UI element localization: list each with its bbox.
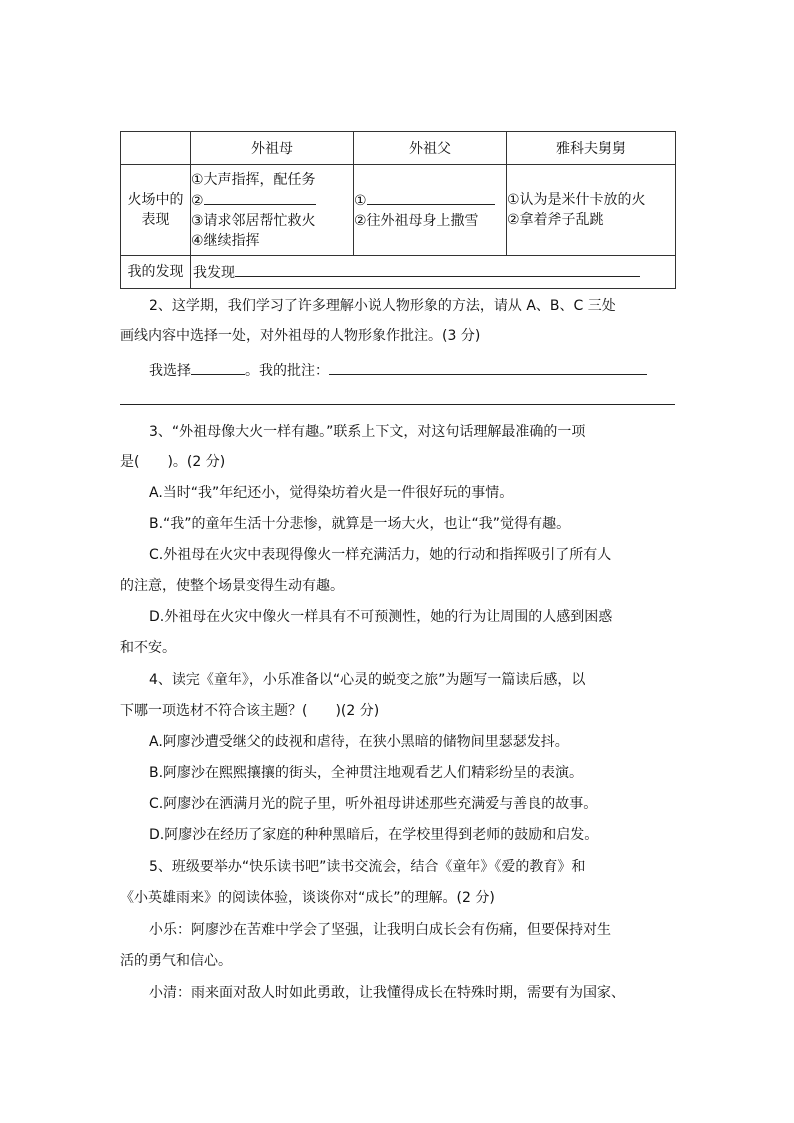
uncle-cell: ①认为是米什卡放的火 ②拿着斧子乱跳: [507, 165, 676, 256]
q2-line1: 2、这学期，我们学习了许多理解小说人物形象的方法，请从 A、B、C 三处: [149, 298, 616, 314]
grandmother-cell: ①大声指挥，配任务 ② ③请求邻居帮忙救火 ④继续指挥: [191, 165, 354, 256]
q4-option-b: B.阿廖沙在熙熙攘攘的街头，全神贯注地观看艺人们精彩纷呈的表演。: [149, 765, 584, 781]
finding-cell[interactable]: 我发现: [191, 256, 676, 289]
header-grandfather: 外祖父: [354, 132, 507, 165]
table-header-row: [121, 132, 676, 165]
q4-option-d: D.阿廖沙在经历了家庭的种种黑暗后，在学校里得到老师的鼓励和启发。: [149, 827, 599, 843]
header-uncle: 雅科夫舅舅: [507, 132, 676, 165]
q5-xiaole-line2: 活的勇气和信心。: [120, 953, 232, 969]
q3-line2: 是( )。(2 分): [120, 454, 226, 470]
table-row-finding: [121, 256, 676, 289]
q3-option-d-line1: D.外祖母在火灾中像火一样具有不可预测性，她的行为让周围的人感到困惑: [149, 609, 613, 625]
q5-line2: 《小英雄雨来》的阅读体验，谈谈你对“成长”的理解。(2 分): [120, 890, 495, 906]
q3-option-a: A.当时“我”年纪还小，觉得染坊着火是一件很好玩的事情。: [149, 485, 514, 501]
q3-option-c-line2: 的注意，使整个场景变得生动有趣。: [120, 578, 344, 594]
row-label-fire: 火场中的 表现: [121, 165, 191, 256]
q5-xiaole-line1: 小乐：阿廖沙在苦难中学会了坚强，让我明白成长会有伤痛，但要保持对生: [149, 922, 611, 938]
grandfather-blank-line[interactable]: ①: [354, 190, 506, 211]
q3-option-d-line2: 和不安。: [120, 640, 176, 656]
q2-answer-line: 我选择 。我的批注：: [149, 360, 675, 381]
table-row-fire: [121, 165, 676, 256]
q3-option-c-line1: C.外祖母在火灾中表现得像火一样充满活力，她的行动和指挥吸引了所有人: [149, 547, 612, 563]
q5-xiaoqing-line1: 小清：雨来面对敌人时如此勇敢，让我懂得成长在特殊时期，需要有为国家、: [149, 985, 625, 1001]
q2-choice-blank[interactable]: [191, 360, 245, 375]
finding-answer-line[interactable]: [235, 262, 640, 277]
header-empty-cell: [121, 132, 191, 165]
q4-option-a: A.阿廖沙遭受继父的歧视和虐待，在狭小黑暗的储物间里瑟瑟发抖。: [149, 734, 569, 750]
q2-line2: 画线内容中选择一处，对外祖母的人物形象作批注。(3 分): [120, 328, 481, 344]
header-grandmother: 外祖母: [191, 132, 354, 165]
q4-option-c: C.阿廖沙在洒满月光的院子里，听外祖母讲述那些充满爱与善良的故事。: [149, 796, 598, 812]
grandfather-cell: ① ②往外祖母身上撒雪: [354, 165, 507, 256]
row-label-finding: 我的发现: [121, 256, 191, 289]
grandmother-blank-line[interactable]: ②: [191, 190, 353, 211]
q3-option-b: B.“我”的童年生活十分悲惨，就算是一场大火，也让“我”觉得有趣。: [149, 516, 571, 532]
q2-note-blank[interactable]: [329, 360, 647, 375]
q4-line2: 下哪一项选材不符合该主题？( )(2 分): [120, 703, 380, 719]
q3-line1: 3、“外祖母像大火一样有趣。”联系上下文，对这句话理解最准确的一项: [149, 424, 586, 440]
q2-answer-rule[interactable]: [120, 404, 675, 405]
q4-line1: 4、读完《童年》，小乐准备以“心灵的蜕变之旅”为题写一篇读后感，以: [149, 672, 586, 688]
character-table: [120, 131, 676, 289]
q5-line1: 5、班级要举办“快乐读书吧”读书交流会，结合《童年》《爱的教育》和: [149, 859, 586, 875]
